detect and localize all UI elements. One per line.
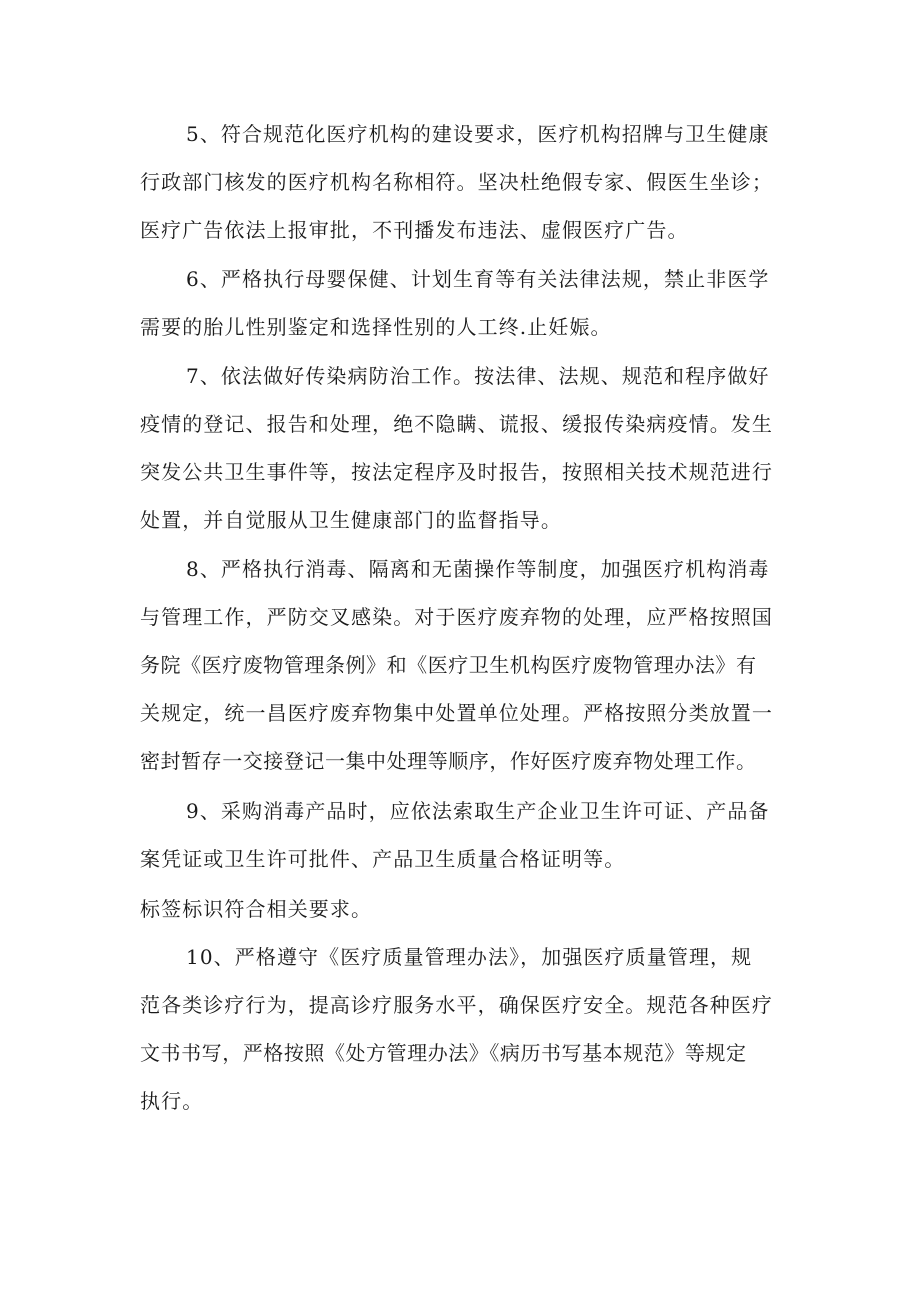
paragraph-line: 8、严格执行消毒、隔离和无菌操作等制度，加强医疗机构消毒 [186, 557, 770, 581]
paragraph-line: 执行。 [140, 1089, 204, 1113]
paragraph-line: 医疗广告依法上报审批，不刊播发布违法、虚假医疗广告。 [140, 218, 689, 242]
paragraph-line: 10、严格遵守《医疗质量管理办法》，加强医疗质量管理，规 [186, 945, 753, 969]
paragraph-item-9 [140, 787, 785, 883]
paragraph-line: 标签标识符合相关要求。 [140, 897, 373, 921]
paragraph-line: 范各类诊疗行为，提高诊疗服务水平，确保医疗安全。规范各种医疗 [140, 993, 773, 1017]
paragraph-line: 与管理工作，严防交叉感染。对于医疗废弃物的处理，应严格按照国 [140, 605, 773, 629]
paragraph-item-8 [140, 545, 785, 785]
paragraph-line: 5、符合规范化医疗机构的建设要求，医疗机构招牌与卫生健康 [186, 122, 770, 146]
paragraph-item-10 [140, 933, 785, 1125]
paragraph-line: 关规定，统一昌医疗废弃物集中处置单位处理。严格按照分类放置一 [140, 701, 773, 725]
paragraph-item-6 [140, 255, 785, 351]
paragraph-line: 文书书写，严格按照《处方管理办法》《病历书写基本规范》等规定 [140, 1041, 747, 1065]
paragraph-line: 案凭证或卫生许可批件、产品卫生质量合格证明等。 [140, 847, 626, 871]
paragraph-line: 需要的胎儿性别鉴定和选择性别的人工终.止妊娠。 [140, 315, 612, 339]
paragraph-item-7 [140, 352, 785, 544]
paragraph-line: 突发公共卫生事件等，按法定程序及时报告，按照相关技术规范进行 [140, 460, 773, 484]
paragraph-item-5 [140, 110, 785, 254]
paragraph-note [140, 885, 785, 933]
paragraph-line: 处置，并自觉服从卫生健康部门的监督指导。 [140, 508, 562, 532]
paragraph-line: 疫情的登记、报告和处理，绝不隐瞒、谎报、缓报传染病疫情。发生 [140, 412, 773, 436]
paragraph-line: 务院《医疗废物管理条例》和《医疗卫生机构医疗废物管理办法》有 [140, 653, 757, 677]
paragraph-line: 7、依法做好传染病防治工作。按法律、法规、规范和程序做好 [186, 364, 770, 388]
paragraph-line: 9、采购消毒产品时，应依法索取生产企业卫生许可证、产品备 [186, 799, 770, 823]
paragraph-line: 行政部门核发的医疗机构名称相符。坚决杜绝假专家、假医生坐诊； [140, 170, 773, 194]
paragraph-line: 密封暂存一交接登记一集中处理等顺序，作好医疗废弃物处理工作。 [140, 749, 757, 773]
paragraph-line: 6、严格执行母婴保健、计划生育等有关法律法规，禁止非医学 [186, 267, 770, 291]
